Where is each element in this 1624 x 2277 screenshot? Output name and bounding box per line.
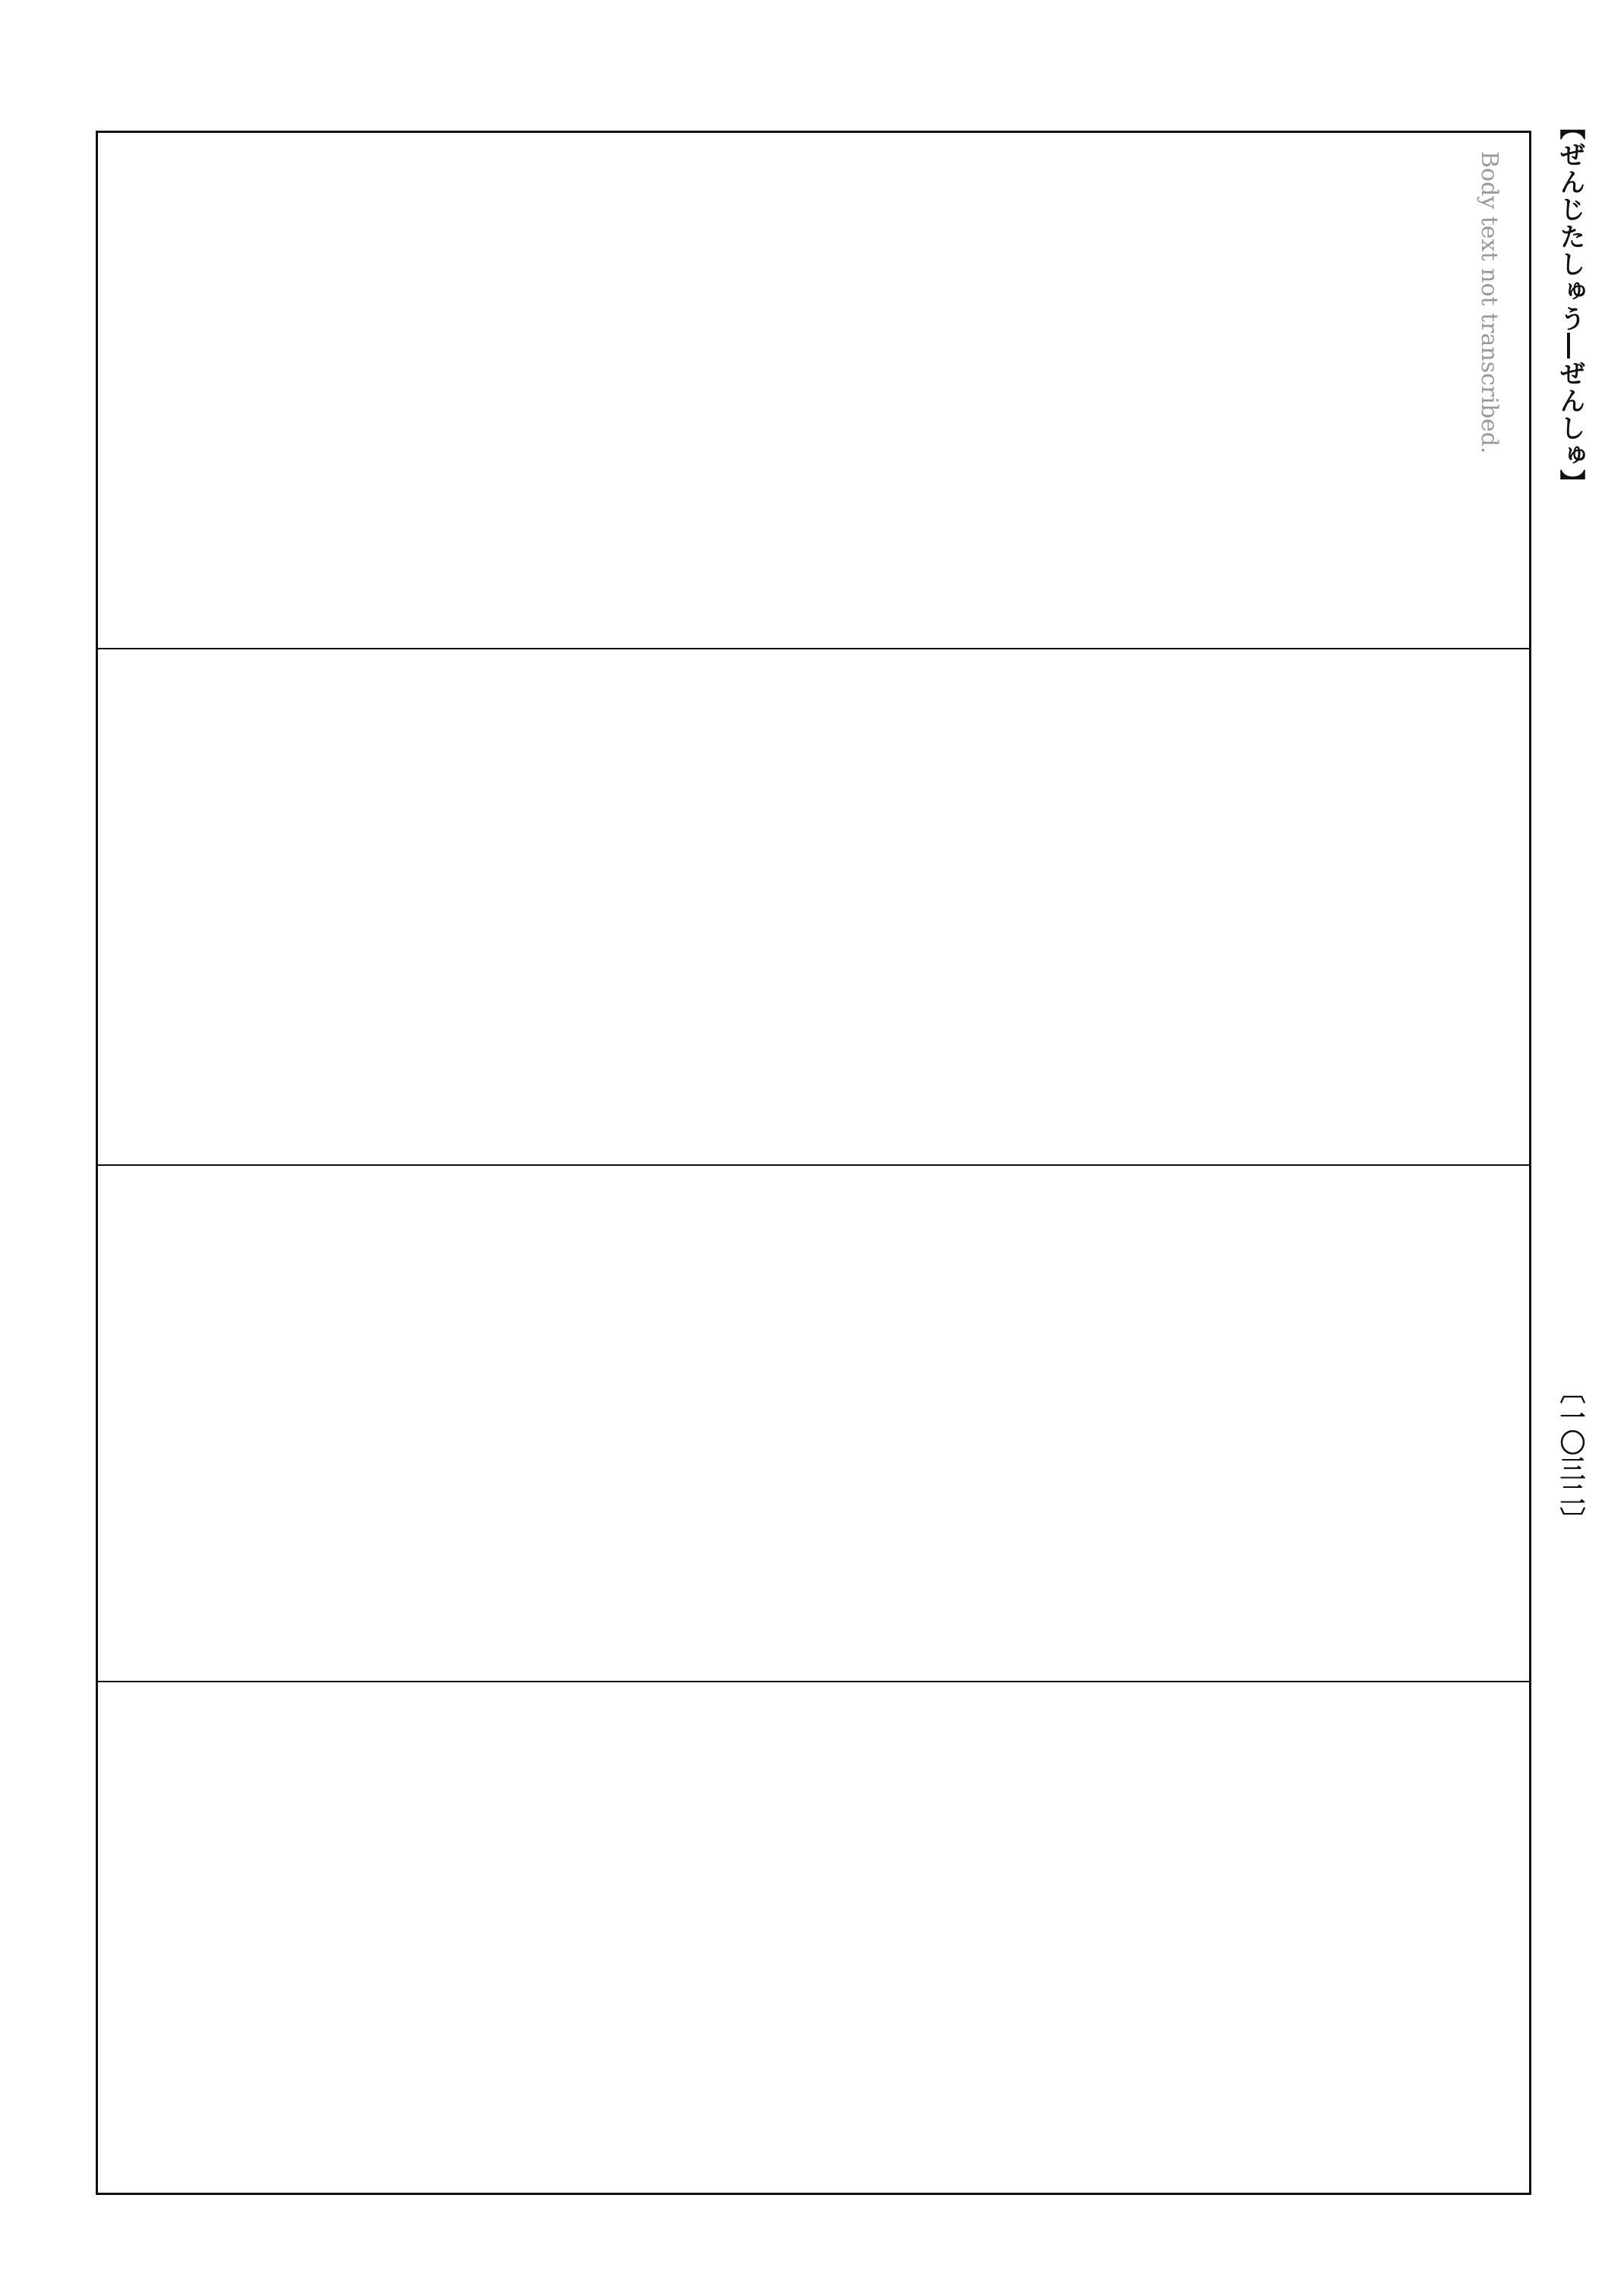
- dictionary-page-frame: [96, 131, 1531, 2195]
- tier-2: [98, 649, 1529, 1166]
- page-number: 〔一〇三二〕: [1555, 1378, 1585, 1533]
- tier-3: [98, 1166, 1529, 1682]
- tier-text: Body text not transcribed.: [1476, 151, 1502, 454]
- tier-1: [98, 133, 1529, 649]
- running-head: 【ぜんじたしゅう―ぜんしゅ】: [1555, 114, 1585, 497]
- tier-4: [98, 1682, 1529, 2195]
